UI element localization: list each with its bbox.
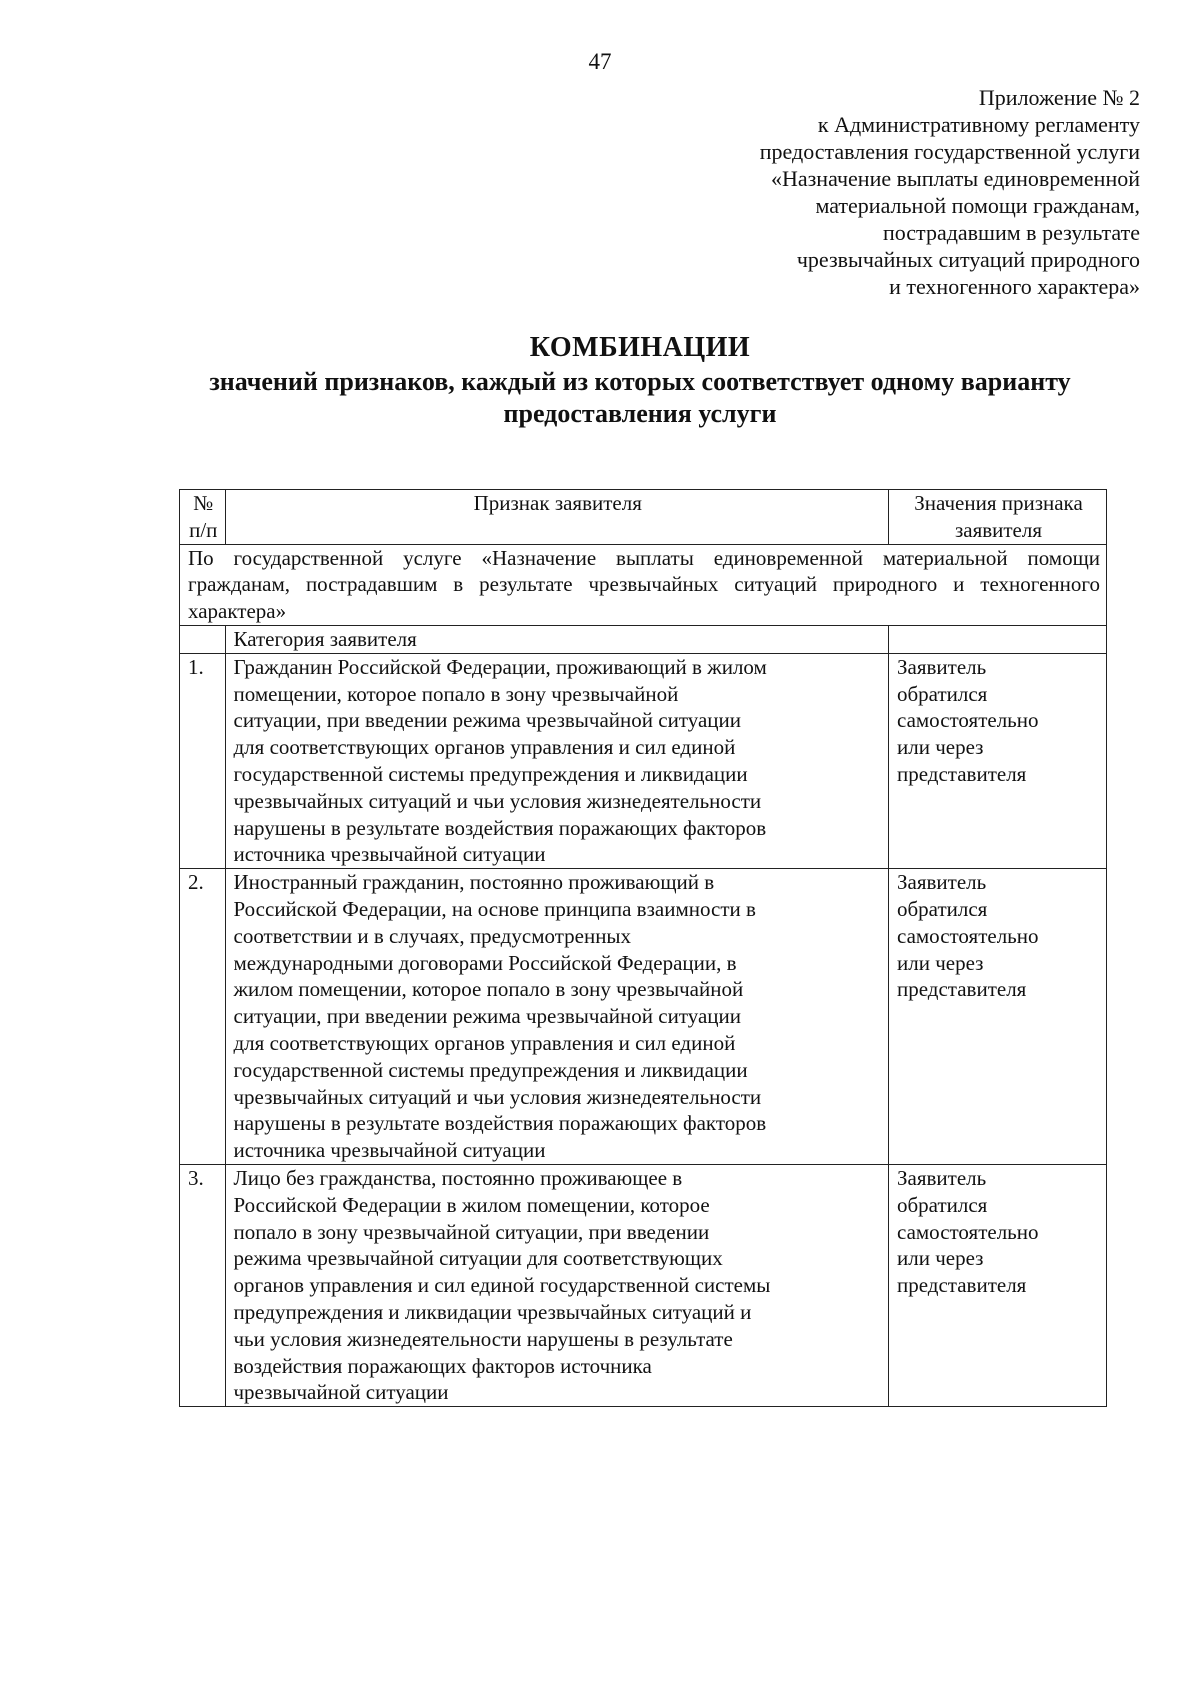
row-sign-line: Российской Федерации, на основе принципа взаимности в bbox=[233, 896, 756, 921]
row-value-line: обратился bbox=[897, 896, 988, 921]
row-sign-line: соответствии и в случаях, предусмотренных bbox=[233, 923, 632, 948]
row-sign-line: помещении, которое попало в зону чрезвычайной bbox=[233, 681, 679, 706]
row-sign-line: нарушены в результате воздействия поражающих факторов bbox=[233, 1111, 767, 1136]
row-sign-line: предупреждения и ликвидации чрезвычайных ситуаций и bbox=[233, 1299, 752, 1324]
appendix-line: пострадавшим в результате bbox=[882, 220, 1140, 245]
table-row bbox=[180, 653, 1107, 868]
row-sign-line: попало в зону чрезвычайной ситуации, при введении bbox=[233, 1219, 710, 1244]
row-value-line: представителя bbox=[897, 977, 1027, 1002]
row-sign-line: Лицо без гражданства, постоянно проживающее в bbox=[233, 1165, 683, 1190]
row-sign-line: источника чрезвычайной ситуации bbox=[233, 1138, 546, 1163]
row-value bbox=[889, 869, 1107, 1165]
row-sign-line: режима чрезвычайной ситуации для соответствующих bbox=[233, 1246, 723, 1271]
row-sign-line: чьи условия жизнедеятельности нарушены в результате bbox=[233, 1326, 733, 1351]
row-value-line: или через bbox=[897, 1246, 984, 1271]
row-sign-line: ситуации, при введении режима чрезвычайной ситуации bbox=[233, 1004, 741, 1029]
row-value-line: обратился bbox=[897, 1192, 988, 1217]
row-value-line: самостоятельно bbox=[897, 1219, 1039, 1244]
row-sign-line: органов управления и сил единой государственной системы bbox=[233, 1273, 771, 1298]
row-sign-line: чрезвычайной ситуации bbox=[233, 1380, 449, 1405]
appendix-line: и техногенного характера» bbox=[889, 274, 1140, 299]
row-value-line: или через bbox=[897, 735, 984, 760]
row-sign bbox=[225, 869, 889, 1165]
attributes-table bbox=[179, 489, 1107, 1407]
row-sign-line: воздействия поражающих факторов источника bbox=[233, 1353, 652, 1378]
row-sign-line: чрезвычайных ситуаций и чьи условия жизнедеятельности bbox=[233, 788, 762, 813]
row-sign-line: международными договорами Российской Федерации, в bbox=[233, 950, 737, 975]
header-sign: Признак заявителя bbox=[225, 490, 889, 545]
row-value bbox=[889, 653, 1107, 868]
row-sign-line: для соответствующих органов управления и сил единой bbox=[233, 735, 736, 760]
row-number: 3. bbox=[180, 1164, 226, 1406]
service-row bbox=[180, 544, 1107, 625]
row-value-line: Заявитель bbox=[897, 1165, 987, 1190]
row-sign bbox=[225, 1164, 889, 1406]
row-value-line: представителя bbox=[897, 1273, 1027, 1298]
row-value-line: представителя bbox=[897, 761, 1027, 786]
row-value-line: самостоятельно bbox=[897, 708, 1039, 733]
document-title: КОМБИНАЦИИ bbox=[529, 332, 751, 363]
row-value-line: Заявитель bbox=[897, 870, 987, 895]
category-row bbox=[180, 625, 1107, 653]
row-sign-line: государственной системы предупреждения и ликвидации bbox=[233, 1057, 748, 1082]
document-subtitle bbox=[150, 366, 1130, 430]
row-sign-line: Гражданин Российской Федерации, проживающий в жилом bbox=[233, 654, 767, 679]
row-value bbox=[889, 1164, 1107, 1406]
row-value-line: самостоятельно bbox=[897, 923, 1039, 948]
subtitle-line: значений признаков, каждый из которых соответствует одному варианту bbox=[209, 367, 1071, 396]
appendix-block bbox=[540, 84, 1140, 300]
category-value-cell bbox=[889, 625, 1107, 653]
row-sign-line: для соответствующих органов управления и сил единой bbox=[233, 1030, 736, 1055]
subtitle-line: предоставления услуги bbox=[503, 399, 777, 428]
table-header-row bbox=[180, 490, 1107, 545]
row-sign-line: чрезвычайных ситуаций и чьи условия жизнедеятельности bbox=[233, 1084, 762, 1109]
row-value-line: обратился bbox=[897, 681, 988, 706]
header-value: Значения признака заявителя bbox=[889, 490, 1107, 545]
row-value-line: Заявитель bbox=[897, 654, 987, 679]
appendix-line: к Административному регламенту bbox=[817, 112, 1140, 137]
row-number: 2. bbox=[180, 869, 226, 1165]
title-block bbox=[150, 330, 1130, 430]
header-number: № п/п bbox=[180, 490, 226, 545]
appendix-line: материальной помощи гражданам, bbox=[815, 193, 1140, 218]
row-sign bbox=[225, 653, 889, 868]
table-row bbox=[180, 869, 1107, 1165]
category-label: Категория заявителя bbox=[225, 625, 889, 653]
row-sign-line: государственной системы предупреждения и ликвидации bbox=[233, 761, 748, 786]
row-value-line: или через bbox=[897, 950, 984, 975]
row-sign-line: жилом помещении, которое попало в зону чрезвычайной bbox=[233, 977, 744, 1002]
page-number: 47 bbox=[588, 49, 612, 74]
service-description: По государственной услуге «Назначение выплаты единовременной материальной помощи гражданам, пострадавшим в результате чрезвычайных ситуаций природного и техногенного характера» bbox=[180, 544, 1107, 625]
table-row bbox=[180, 1164, 1107, 1406]
appendix-line: предоставления государственной услуги bbox=[759, 139, 1140, 164]
row-sign-line: ситуации, при введении режима чрезвычайной ситуации bbox=[233, 708, 741, 733]
row-sign-line: Российской Федерации в жилом помещении, которое bbox=[233, 1192, 710, 1217]
appendix-line: «Назначение выплаты единовременной bbox=[770, 166, 1140, 191]
row-sign-line: Иностранный гражданин, постоянно проживающий в bbox=[233, 870, 715, 895]
appendix-line: Приложение № 2 bbox=[978, 85, 1140, 110]
appendix-line: чрезвычайных ситуаций природного bbox=[796, 247, 1140, 272]
row-sign-line: нарушены в результате воздействия поражающих факторов bbox=[233, 815, 767, 840]
row-sign-line: источника чрезвычайной ситуации bbox=[233, 842, 546, 867]
category-number-cell bbox=[180, 625, 226, 653]
row-number: 1. bbox=[180, 653, 226, 868]
